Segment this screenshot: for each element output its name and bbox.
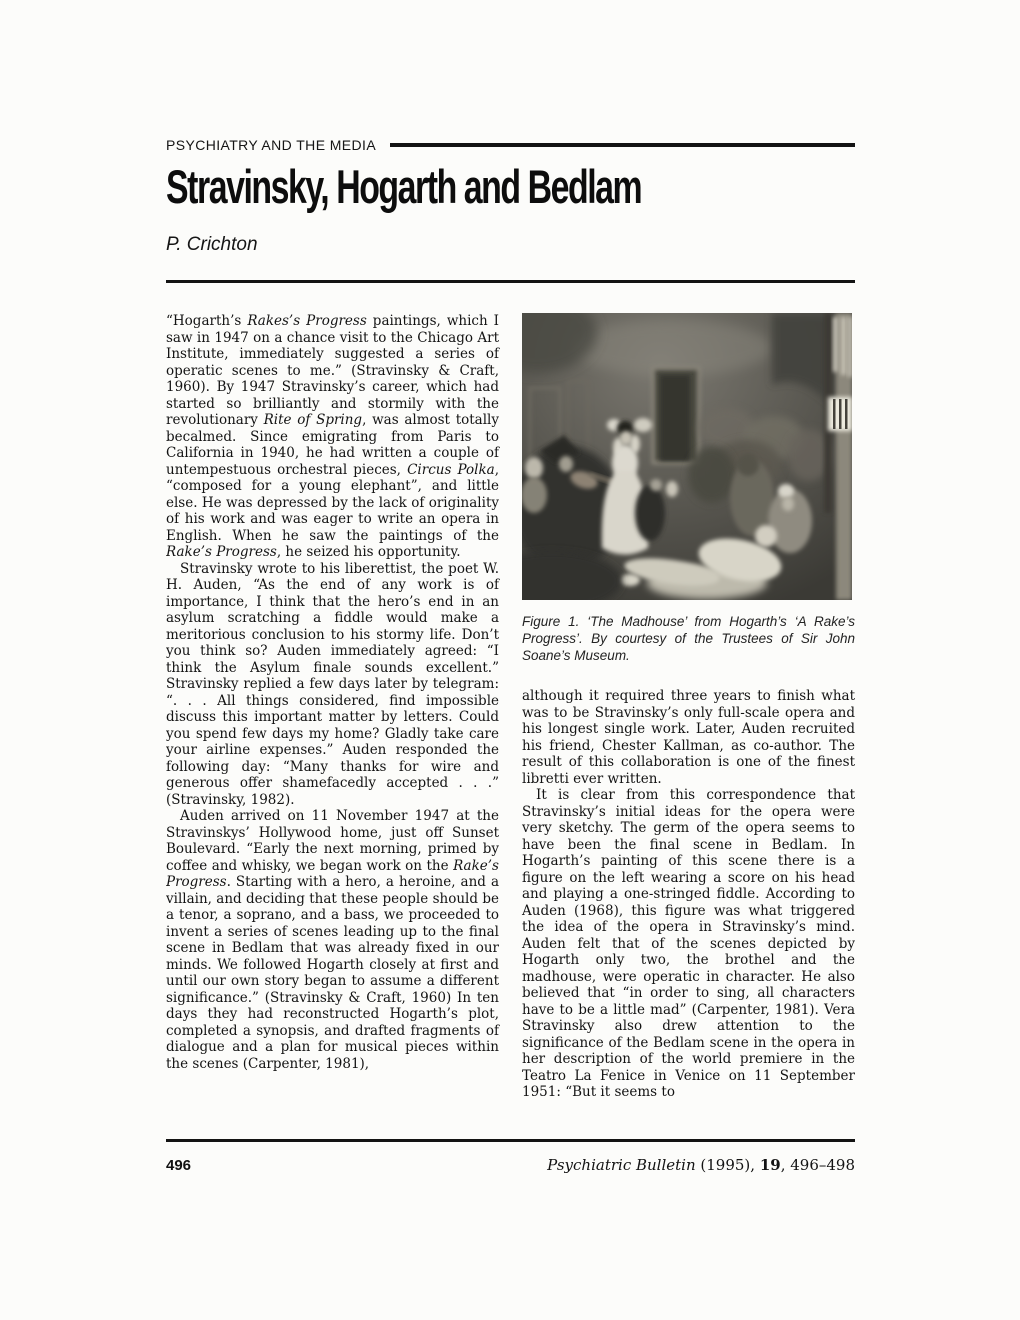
paragraph: “Hogarth’s Rakes’s Progress paintings, which I saw in 1947 on a chance visit to the Chicago Art Institute, immediately suggested a series of operatic scenes to me.” (Stravinsky & Craft, 1960). By 1947 Stravinsky’s career, which had started so brilliantly and stormily with the revolutionary Rite of Spring, was almost totally becalmed. Since emigrating from Paris to California in 1940, he had written a couple of untempestuous orchestral pieces, Circus Polka, “composed for a young elephant”, and little else. He was depressed by the lack of originality of his work and was eager to write an opera in English. When he saw the paintings of the Rake’s Progress, he seized his opportunity.	[166, 313, 499, 560]
paragraph: Stravinsky wrote to his liberettist, the poet W. H. Auden, “As the end of any work is of importance, I think that the hero’s end in an asylum scratching a fiddle would make a meritorious conclusion to his stormy life. Don’t you think so? Auden immediately agreed: “I think the Asylum finale sounds excellent.” Stravinsky replied a few days later by telegram: “. . . All things considered, find impossible discuss this important matter by letters. Could you spend few days my home? Gladly take care your airline expenses.” Auden responded the following day: “Many thanks for wire and generous offer shamefacedly accepted . . .” (Stravinsky, 1982).	[166, 560, 499, 808]
journal-citation	[547, 1156, 855, 1174]
eyebrow-rule	[390, 143, 855, 147]
left-column	[166, 313, 499, 1139]
article-columns	[166, 313, 855, 1139]
citation-year: (1995),	[695, 1156, 760, 1174]
page-number: 496	[166, 1157, 192, 1174]
madhouse-painting	[522, 313, 852, 600]
page-footer	[166, 1156, 855, 1174]
right-column-text	[522, 688, 855, 1101]
article-header	[166, 137, 855, 153]
bottom-rule	[166, 1139, 855, 1142]
page-content	[166, 137, 855, 1174]
paragraph: although it required three years to finish what was to be Stravinsky’s only full-scale opera and his longest single work. Later, Auden recruited his friend, Chester Kallman, as co-author. The result of this collaboration is one of the finest libretti ever written.	[522, 688, 855, 787]
page-title: Stravinsky, Hogarth and Bedlam	[166, 160, 642, 213]
journal-name: Psychiatric Bulletin	[547, 1156, 696, 1174]
section-eyebrow: PSYCHIATRY AND THE MEDIA	[166, 137, 377, 153]
page-range: , 496–498	[780, 1156, 855, 1174]
paragraph: Auden arrived on 11 November 1947 at the Stravinskys’ Hollywood home, just off Sunset Boulevard. “Early the next morning, primed by coffee and whisky, we began work on the Rake’s Progress. Starting with a hero, a heroine, and a villain, and deciding that these people should be a tenor, a soprano, and a bass, we proceeded to invent a series of scenes leading up to the final scene in Bedlam that was already fixed in our minds. We followed Hogarth closely at first and until our own story began to assume a different significance.” (Stravinsky & Craft, 1960) In ten days they had reconstructed Hogarth’s plot, completed a synopsis, and drafted fragments of dialogue and a plan for musical pieces within the scenes (Carpenter, 1981),	[166, 808, 499, 1072]
paragraph: It is clear from this correspondence that Stravinsky’s initial ideas for the opera were very sketchy. The germ of the opera seems to have been the final scene in Bedlam. In Hogarth’s painting of this scene there is a figure on the left wearing a score on his head and playing a one-stringed fiddle. According to Auden (1968), this figure was what triggered the idea of the opera in Stravinsky’s mind. Auden felt that of the scenes depicted by Hogarth only two, the brothel and the madhouse, were operatic in character. He also believed that “in order to sing, all characters have to be a little mad” (Carpenter, 1981). Vera Stravinsky also drew attention to the significance of the Bedlam scene in the opera in her description of the world premiere in the Teatro La Fenice in Venice on 11 September 1951: “But it seems to	[522, 787, 855, 1100]
top-rule	[166, 280, 855, 283]
figure-block	[522, 313, 855, 664]
right-column	[522, 313, 855, 1139]
volume-number: 19	[759, 1156, 781, 1174]
author-name: P. Crichton	[166, 234, 258, 255]
figure-caption: Figure 1. ‘The Madhouse’ from Hogarth’s ‘A Rake’s Progress’. By courtesy of the Trustees of Sir John Soane’s Museum.	[522, 614, 855, 663]
